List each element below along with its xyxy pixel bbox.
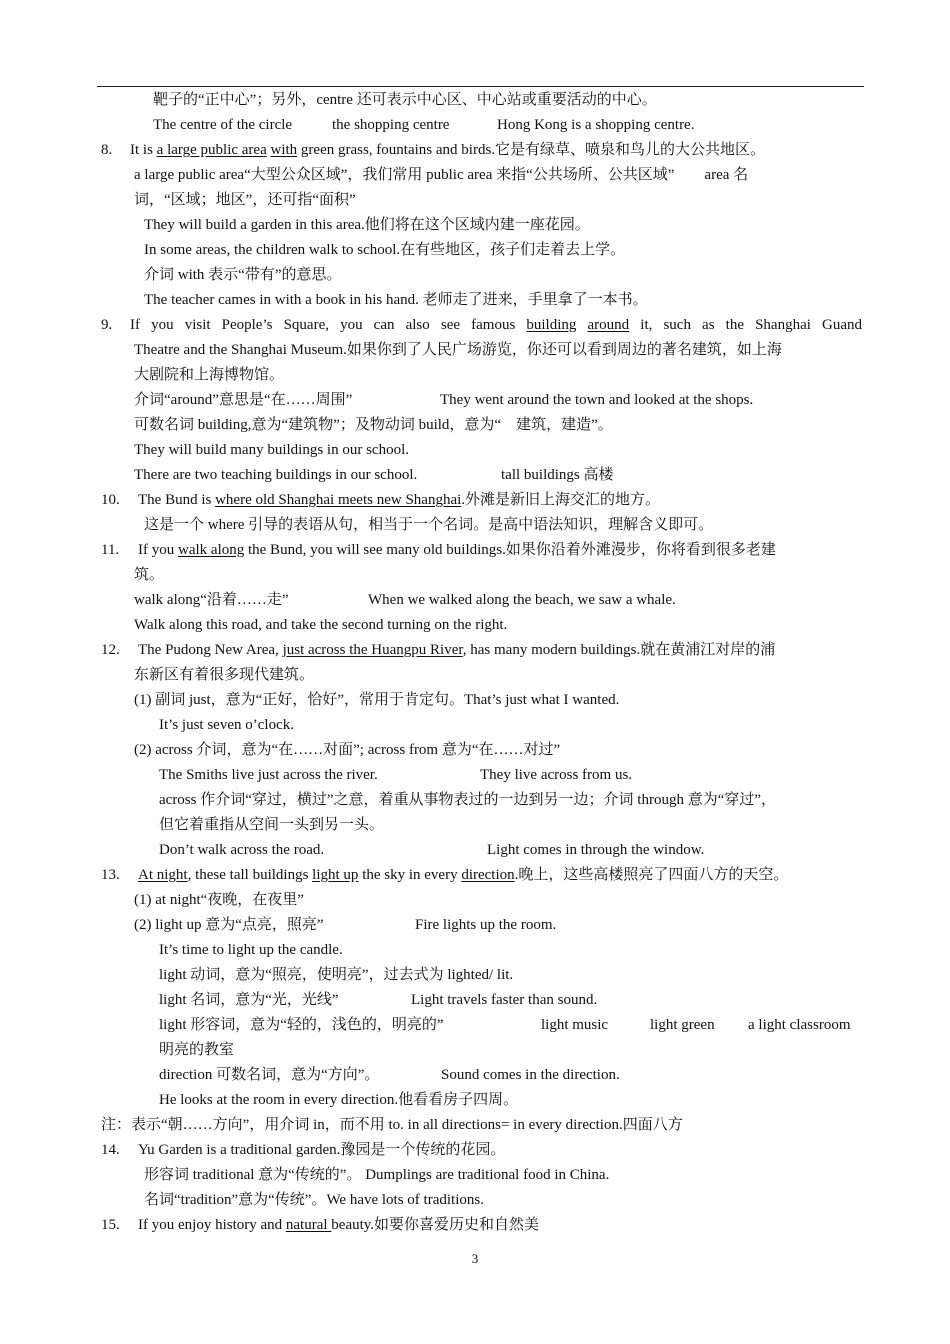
example: Fire lights up the room. [415, 917, 557, 933]
example: Don’t walk across the road. [159, 842, 325, 858]
example: tall buildings 高楼 [501, 467, 614, 483]
example: light music [541, 1017, 609, 1033]
item-sentence: At night, these tall buildings light up the sky in every direction.晚上，这些高楼照亮了四面八方的天空。 [138, 867, 789, 883]
text-line: 筑。 [134, 567, 165, 583]
item-sentence: Yu Garden is a traditional garden.豫园是一个传统的花园。 [138, 1142, 506, 1158]
text-line: 介词“around”意思是“在……周围” [134, 392, 353, 408]
item-number: 8. [101, 142, 113, 158]
example: They went around the town and looked at the shops. [440, 392, 754, 408]
text-line: 词，“区域；地区”，还可指“面积” [134, 192, 356, 208]
example: When we walked along the beach, we saw a whale. [368, 592, 676, 608]
text-line: (2) across 介词，意为“在……对面”; across from 意为“在……对过” [134, 742, 561, 758]
item-sentence: The Bund is where old Shanghai meets new Shanghai.外滩是新旧上海交汇的地方。 [138, 492, 661, 508]
example: light green [650, 1017, 715, 1033]
example: They will build many buildings in our school. [134, 442, 409, 458]
text-line: (2) light up 意为“点亮，照亮” [134, 917, 324, 933]
text-line: walk along“沿着……走” [134, 592, 289, 608]
note: 注：表示“朝……方向”，用介词 in，而不用 to. in all directions= in every direction.四面八方 [101, 1117, 683, 1133]
example: The Smiths live just across the river. [159, 767, 378, 783]
example: Hong Kong is a shopping centre. [497, 117, 695, 133]
item-number: 11. [101, 542, 120, 558]
text-line: direction 可数名词，意为“方向”。 [159, 1067, 380, 1083]
example: It’s time to light up the candle. [159, 942, 343, 958]
example: Walk along this road, and take the second turning on the right. [134, 617, 508, 633]
header-rule [97, 86, 864, 87]
text-line: 可数名词 building,意为“建筑物”；及物动词 build，意为“ 建筑，建造”。 [134, 417, 613, 433]
example: the shopping centre [332, 117, 450, 133]
example: The centre of the circle [153, 117, 293, 133]
example: There are two teaching buildings in our school. [134, 467, 418, 483]
text-line: 靶子的“正中心”；另外，centre 还可表示中心区、中心站或重要活动的中心。 [153, 92, 657, 108]
text-line: 形容词 traditional 意为“传统的”。 Dumplings are traditional food in China. [144, 1167, 610, 1183]
text-line: 东新区有着很多现代建筑。 [134, 667, 315, 683]
text-line: a large public area“大型公众区域”，我们常用 public area 来指“公共场所、公共区域” area 名 [134, 167, 749, 183]
text-line: 这是一个 where 引导的表语从句，相当于一个名词。是高中语法知识，理解含义即可。 [144, 517, 714, 533]
item-number: 9. [101, 317, 113, 333]
text-line: light 名词，意为“光，光线” [159, 992, 339, 1008]
example: They will build a garden in this area.他们将在这个区域内建一座花园。 [144, 217, 590, 233]
example: It’s just seven o’clock. [159, 717, 294, 733]
text-line: light 形容词，意为“轻的，浅色的，明亮的” [159, 1017, 444, 1033]
example: Sound comes in the direction. [441, 1067, 620, 1083]
item-number: 15. [101, 1217, 120, 1233]
item-sentence: The Pudong New Area, just across the Huangpu River, has many modern buildings.就在黄浦江对岸的浦 [138, 642, 776, 658]
example: a light classroom [748, 1017, 851, 1033]
text-line: 大剧院和上海博物馆。 [134, 367, 285, 383]
item-number: 13. [101, 867, 120, 883]
example: In some areas, the children walk to school.在有些地区，孩子们走着去上学。 [144, 242, 626, 258]
example: He looks at the room in every direction.他看看房子四周。 [159, 1092, 519, 1108]
example: Light travels faster than sound. [411, 992, 598, 1008]
text-line: 介词 with 表示“带有”的意思。 [144, 267, 342, 283]
text-line: (1) 副词 just，意为“正好，恰好”，常用于肯定句。That’s just what I wanted. [134, 692, 620, 708]
item-sentence: If you walk along the Bund, you will see many old buildings.如果你沿着外滩漫步，你将看到很多老建 [138, 542, 776, 558]
item-sentence: It is a large public area with green grass, fountains and birds.它是有绿草、喷泉和鸟儿的大公共地区。 [130, 142, 766, 158]
text-line: light 动词，意为“照亮，使明亮”，过去式为 lighted/ lit. [159, 967, 514, 983]
text-line: (1) at night“夜晚，在夜里” [134, 892, 304, 908]
example: Light comes in through the window. [487, 842, 705, 858]
example: The teacher cames in with a book in his hand. 老师走了进来，手里拿了一本书。 [144, 292, 648, 308]
text-line: 明亮的教室 [159, 1042, 235, 1058]
item-sentence: If you enjoy history and natural beauty.如要你喜爱历史和自然美 [138, 1217, 540, 1233]
page-number: 3 [471, 1251, 479, 1266]
item-number: 10. [101, 492, 120, 508]
item-number: 12. [101, 642, 120, 658]
text-line: across 作介词“穿过，横过”之意，着重从事物表过的一边到另一边；介词 through 意为“穿过”， [159, 792, 777, 808]
item-number: 14. [101, 1142, 120, 1158]
text-line: Theatre and the Shanghai Museum.如果你到了人民广场游览，你还可以看到周边的著名建筑，如上海 [134, 342, 782, 358]
example: They live across from us. [480, 767, 633, 783]
text-line: 但它着重指从空间一头到另一头。 [159, 817, 385, 833]
text-line: 名词“tradition”意为“传统”。We have lots of traditions. [144, 1192, 484, 1208]
item-sentence: If you visit People’s Square, you can also see famous building around it, such as the Shanghai Guand [130, 317, 863, 333]
